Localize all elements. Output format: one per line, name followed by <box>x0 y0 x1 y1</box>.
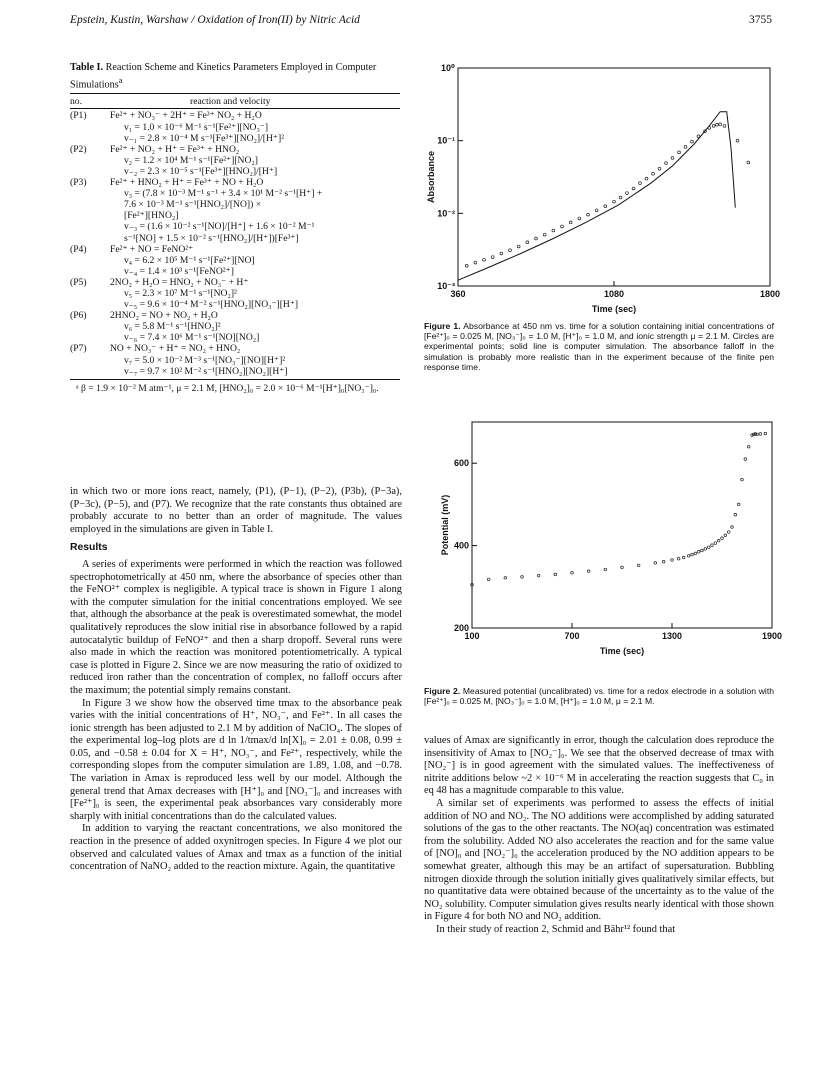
right-column <box>424 735 774 937</box>
rate-expression: v₋₅ = 9.6 × 10⁻⁴ M⁻² s⁻¹[HNO₂][NO₃⁻][H⁺] <box>124 299 299 311</box>
experimental-point <box>474 261 477 264</box>
data-point <box>662 560 665 563</box>
data-point <box>707 546 710 549</box>
experimental-point <box>517 245 520 248</box>
experimental-point <box>509 249 512 252</box>
table-1 <box>70 62 400 394</box>
table-row <box>70 310 400 343</box>
paragraph: A series of experiments were performed in which the reaction was followed spectrophotometrically at 450 nm, where the absorbance of species other than the FeNO²⁺ complex is negligible. A typical trace is shown in Figure 1 along with the computer simulation for the initial concentrations employed. We see that, although the absorbance at the peak is overestimated somewhat, the model qualitatively reproduces the slow initial rise in absorbance followed by a rapid autocatalytic buildup of FeNO²⁺ and then a sharp dropoff. Several runs were also made in which the reaction was monitored potentiometrically. A typical case is plotted in Figure 2. Since we are now measuring the ratio of oxidized to reduced iron rather than the concentration of complex, no falloff occurs after the maximum; the potential simply remains constant. <box>70 558 402 696</box>
x-tick-label: 700 <box>564 631 580 641</box>
data-point <box>711 544 714 547</box>
experimental-point <box>569 221 572 224</box>
table-row <box>70 277 400 310</box>
data-point <box>714 542 717 545</box>
experimental-point <box>526 241 529 244</box>
plot-frame <box>472 422 772 628</box>
paragraph: A similar set of experiments was performed to assess the effects of initial addition of NO and NO₂. The NO additions were accomplished by adding saturated solutions of the gas to the other reactants. The NO(aq) concentration was estimated from the solubility. Added NO also accelerates the reaction and for the same value of [NO]₀ and [NO₂⁻]₀ the acceleration produced by the NO addition appears to be somewhat greater, although this may be an artifact of supersaturation. Bubbling nitrogen dioxide through the solution initially gives qualitatively similar effects, but no quantitative data were obtained because of the uncertainty as to the value of the NO₂ solubility. Computer simulation gives results nearly identical with those shown in Figure 4 for both NO and NO₂ addition. <box>424 797 774 923</box>
figure-2-caption <box>424 686 774 706</box>
experimental-point <box>595 209 598 212</box>
rate-expression: v₇ = 5.0 × 10⁻² M⁻³ s⁻¹[NO₃⁻][NO][H⁺]² <box>124 354 286 366</box>
plot-frame <box>458 68 770 286</box>
paragraph: In addition to varying the reactant concentrations, we also monitored the reaction in the presence of added oxynitrogen species. In Figure 4 we plot our observed and calculated values of Amax and tmax as a function of the initial concentration of NaNO₂ added to the reaction mixture. Again, the quantitative <box>70 823 402 873</box>
table-header-no: no. <box>70 96 82 108</box>
rate-expression: v₋₄ = 1.4 × 10³ s⁻¹[FeNO²⁺] <box>124 265 234 277</box>
data-point <box>554 573 557 576</box>
rate-expression: v₋₂ = 2.3 × 10⁻⁵ s⁻¹[Fe³⁺][HNO₂]/[H⁺] <box>124 165 278 177</box>
x-axis-label: Time (sec) <box>591 304 637 314</box>
reaction-id: (P2) <box>70 143 87 155</box>
reaction-equation: 2NO₂ + H₂O = HNO₂ + NO₃⁻ + H⁺ <box>110 276 249 288</box>
data-point <box>701 549 704 552</box>
rate-expression: s⁻¹[NO] + 1.5 × 10⁻² s⁻¹[HNO₂]/[H⁺])[Fe³⁺] <box>124 232 299 244</box>
data-point <box>737 503 740 506</box>
experimental-point <box>619 196 622 199</box>
experimental-point <box>465 264 468 267</box>
experimental-point <box>719 123 722 126</box>
reaction-lines <box>110 244 400 277</box>
rate-expression: v₋₁ = 2.8 × 10⁻⁴ M s⁻¹[Fe³⁺][NO₂]/[H⁺]² <box>124 132 285 144</box>
x-tick-label: 1300 <box>661 631 683 641</box>
x-tick-label: 1800 <box>759 289 781 299</box>
data-point <box>571 571 574 574</box>
figure-2-chart <box>420 418 783 680</box>
reaction-equation: Fe²⁺ + HNO₂ + H⁺ = Fe³⁺ + NO + H₂O <box>110 177 264 189</box>
experimental-point <box>678 151 681 154</box>
rate-expression: v₃ = (7.8 × 10⁻³ M⁻¹ s⁻¹ + 3.4 × 10¹ M⁻² s⁻¹[H⁺] + <box>124 188 323 200</box>
figure-2-caption-text: Measured potential (uncalibrated) vs. time for a redox electrode in a solution with [Fe²⁺]₀ = 0.025 M, [NO₃⁻]₀ = 1.0 M, [H⁺]₀ = 1.0 M, μ = 2.1 M. <box>424 686 774 707</box>
reaction-id: (P3) <box>70 177 87 189</box>
data-point <box>691 553 694 556</box>
data-point <box>621 566 624 569</box>
reaction-lines <box>110 177 400 244</box>
data-point <box>687 555 690 558</box>
reaction-id: (P6) <box>70 310 87 322</box>
experimental-point <box>535 237 538 240</box>
reaction-lines <box>110 144 400 177</box>
rate-expression: v₆ = 5.8 M⁻¹ s⁻¹[HNO₂]² <box>124 321 221 333</box>
experimental-point <box>691 140 694 143</box>
rate-expression: v₂ = 1.2 × 10⁴ M⁻¹ s⁻¹[Fe²⁺][NO₂] <box>124 154 258 166</box>
figure-1-label: Figure 1. <box>424 321 461 331</box>
experimental-point <box>665 162 668 165</box>
table-header-reaction: reaction and velocity <box>190 96 271 108</box>
rate-expression: [Fe²⁺][HNO₂] <box>124 210 179 222</box>
experimental-point <box>684 146 687 149</box>
data-point <box>721 537 724 540</box>
y-tick-label: 10⁻² <box>437 208 455 219</box>
data-point <box>747 445 750 448</box>
experimental-point <box>645 177 648 180</box>
figure-2-label: Figure 2. <box>424 686 461 696</box>
table-header-row <box>70 94 400 108</box>
data-point <box>756 433 759 436</box>
experimental-point <box>552 229 555 232</box>
rate-expression: 7.6 × 10⁻³ M⁻¹ s⁻¹[HNO₂]/[NO]) × <box>124 199 262 211</box>
table-title-text: Reaction Scheme and Kinetics Parameters Employed in Computer Simulations <box>70 62 377 91</box>
data-point <box>734 513 737 516</box>
data-point <box>637 564 640 567</box>
data-point <box>741 478 744 481</box>
y-axis-label: Absorbance <box>426 150 436 204</box>
table-row <box>70 144 400 177</box>
page-number: 3755 <box>749 14 772 26</box>
experimental-point <box>671 156 674 159</box>
data-point <box>727 531 730 534</box>
experimental-point <box>491 256 494 259</box>
y-tick-label: 10⁻¹ <box>437 135 455 146</box>
paragraph: In their study of reaction 2, Schmid and Bähr¹² found that <box>436 923 676 935</box>
rate-expression: v₋₃ = (1.6 × 10⁻² s⁻¹[NO]/[H⁺] + 1.6 × 10⁻² M⁻¹ <box>124 221 315 233</box>
experimental-point <box>483 258 486 261</box>
table-row <box>70 244 400 277</box>
experimental-point <box>736 139 739 142</box>
reaction-equation: Fe²⁺ + NO₃⁻ + 2H⁺ = Fe³⁺ NO₂ + H₂O <box>110 110 262 122</box>
table-row <box>70 110 400 143</box>
figure-1-caption <box>424 321 774 372</box>
paragraph: in which two or more ions react, namely, (P1), (P−1), (P−2), (P3b), (P−3a), (P−3c), (P−5), and (P7). We recognize that the rate constants thus obtained are probably accurate to no better than an order of magnitude. The values employed in the simulations are given in Table I. <box>70 486 402 535</box>
data-point <box>604 568 607 571</box>
y-tick-label: 400 <box>453 540 469 551</box>
reaction-equation: Fe²⁺ + NO₂ + H⁺ = Fe³⁺ + HNO₂ <box>110 143 240 155</box>
experimental-point <box>613 200 616 203</box>
data-point <box>537 574 540 577</box>
data-point <box>744 458 747 461</box>
rate-expression: v₋₇ = 9.7 × 10² M⁻² s⁻¹[HNO₂][NO₂][H⁺] <box>124 365 288 377</box>
reaction-lines <box>110 277 400 310</box>
paragraph: values of Amax are significantly in error, though the calculation does reproduce the insensitivity of Amax to [NO₂⁻]₀. We see that the observed decrease of tmax with [NO₂⁻] is in good agreement with the simulated values. The ineffectiveness of nitrite additions below ~2 × 10⁻⁶ M in accelerating the reaction suggests that C₀ in eq 48 has a magnitude comparable to this value. <box>424 735 774 797</box>
y-tick-label: 10⁻³ <box>437 281 455 291</box>
experimental-point <box>587 213 590 216</box>
rate-expression: v₄ = 6.2 × 10⁵ M⁻¹ s⁻¹[Fe²⁺][NO] <box>124 254 255 266</box>
table-title <box>70 62 400 91</box>
data-point <box>504 576 507 579</box>
data-point <box>764 432 767 435</box>
section-heading-results: Results <box>70 542 108 554</box>
figure-1-caption-text: Absorbance at 450 nm vs. time for a solution containing initial concentrations of [Fe²⁺]₀ = 0.025 M, [NO₃⁻]₀ = 1.0 M, [H⁺]₀ = 1.0 M, and ionic strength μ = 2.1 M. Circles are experimental points; solid line is computer simulation. The absorbance falloff in the simulation is probably more realistic than in the experiment because of the finite pen response time. <box>424 321 774 372</box>
left-column <box>70 486 402 874</box>
table-label: Table I. <box>70 62 104 73</box>
reaction-id: (P7) <box>70 343 87 355</box>
y-tick-label: 10⁰ <box>441 63 455 73</box>
data-point <box>759 433 762 436</box>
data-point <box>694 552 697 555</box>
reaction-lines <box>110 310 400 343</box>
rate-expression: v₁ = 1.0 × 10⁻⁶ M⁻¹ s⁻¹[Fe²⁺][NO₃⁻] <box>124 121 269 133</box>
x-axis-label: Time (sec) <box>599 646 645 656</box>
reaction-id: (P5) <box>70 276 87 288</box>
experimental-point <box>561 225 564 228</box>
reaction-id: (P4) <box>70 243 87 255</box>
data-point <box>682 556 685 559</box>
x-tick-label: 360 <box>450 289 466 299</box>
y-axis-label: Potential (mV) <box>440 494 450 556</box>
data-point <box>697 550 700 553</box>
x-tick-label: 1080 <box>603 289 625 299</box>
experimental-point <box>716 123 719 126</box>
experimental-point <box>747 161 750 164</box>
data-point <box>704 548 707 551</box>
experimental-point <box>723 124 726 127</box>
reaction-lines <box>110 110 400 143</box>
table-title-footnote-mark: a <box>118 75 123 85</box>
figure-1-chart <box>420 58 780 320</box>
reaction-equation: NO + NO₃⁻ + H⁺ = NO₂ + HNO₂ <box>110 343 241 355</box>
data-point <box>731 526 734 529</box>
rate-expression: v₋₆ = 7.4 × 10⁶ M⁻¹ s⁻¹[NO][NO₂] <box>124 332 260 344</box>
experimental-point <box>652 172 655 175</box>
table-row <box>70 177 400 244</box>
data-point <box>654 562 657 565</box>
table-body <box>70 109 400 376</box>
reaction-equation: 2HNO₂ = NO + NO₂ + H₂O <box>110 310 218 322</box>
experimental-point <box>626 192 629 195</box>
experimental-point <box>578 217 581 220</box>
experimental-point <box>500 252 503 255</box>
experimental-point <box>632 187 635 190</box>
running-header: Epstein, Kustin, Warshaw / Oxidation of Iron(II) by Nitric Acid <box>70 14 360 26</box>
y-tick-label: 600 <box>453 458 469 469</box>
x-tick-label: 100 <box>464 631 480 641</box>
reaction-id: (P1) <box>70 110 87 122</box>
experimental-point <box>658 167 661 170</box>
data-point <box>677 557 680 560</box>
experimental-point <box>604 205 607 208</box>
experimental-point <box>543 233 546 236</box>
experimental-point <box>639 182 642 185</box>
table-footnote: ᵃ β = 1.9 × 10⁻² M atm⁻¹, μ = 2.1 M, [HNO₂]₀ = 2.0 × 10⁻⁶ M⁻¹[H⁺]₀[NO₃⁻]₀. <box>76 382 379 394</box>
data-point <box>587 570 590 573</box>
data-point <box>717 539 720 542</box>
y-tick-label: 200 <box>453 623 469 633</box>
experimental-point <box>712 124 715 127</box>
reaction-equation: Fe²⁺ + NO = FeNO²⁺ <box>110 243 194 255</box>
data-point <box>724 534 727 537</box>
data-point <box>671 559 674 562</box>
table-row <box>70 343 400 376</box>
simulation-line <box>458 112 735 281</box>
rate-expression: v₅ = 2.3 × 10⁷ M⁻¹ s⁻¹[NO₂]² <box>124 287 237 299</box>
data-point <box>487 578 490 581</box>
data-point <box>521 576 524 579</box>
x-tick-label: 1900 <box>761 631 783 641</box>
paragraph: In Figure 3 we show how the observed time tmax to the absorbance peak varies with the initial concentrations of H⁺, NO₃⁻, and Fe²⁺. In all cases the ionic strength has been adjusted to 2.1 M by addition of NaClO₄. The slopes of the experimental log–log plots are d ln 1/tmax/d ln[X]₀ = 2.01 ± 0.08, 0.99 ± 0.05, and −0.58 ± 0.04 for X = H⁺, NO₃⁻, and Fe²⁺, respectively, while the corresponding slopes from the computer simulation are 1.89, 1.08, and −0.78. The variation in Amax is reproduced less well by our model. Although the general trend that Amax decreases with [H⁺]₀ and [NO₃⁻]₀ and increases with [Fe²⁺]₀ is seen, the experimental peak absorbances vary considerably more sharply with initial concentrations than do the calculated values. <box>70 697 402 822</box>
reaction-lines <box>110 343 400 376</box>
